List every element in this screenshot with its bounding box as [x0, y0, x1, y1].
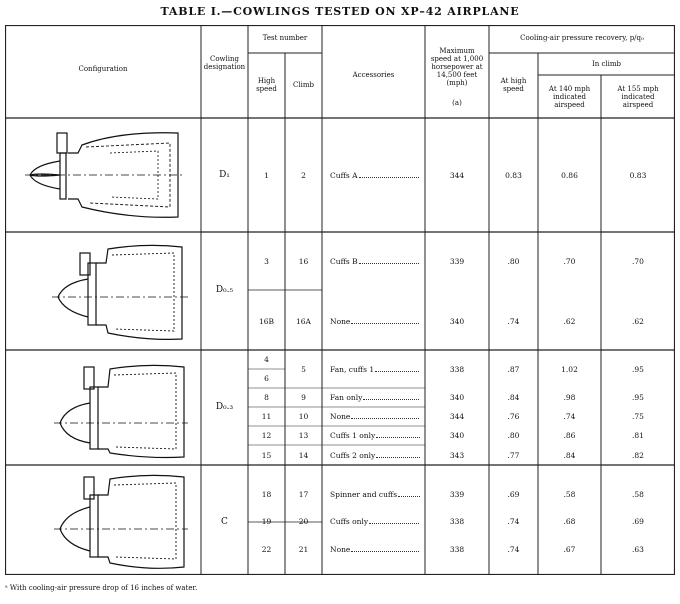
cell-accessories: None	[330, 545, 420, 554]
header-at-155: At 155 mph indicated airspeed	[617, 85, 659, 109]
cell-accessories: Spinner and cuffs	[330, 490, 420, 499]
cell-speed: 339	[449, 490, 465, 499]
cell-high: 12	[261, 431, 272, 440]
header-max-speed: Maximum speed at 1,000 horsepower at 14,500 feet (mph)	[430, 47, 484, 87]
header-in-climb: In climb	[591, 60, 621, 68]
cell-climb: 13	[298, 431, 309, 440]
cell-high: 1	[264, 171, 269, 180]
cell-climb: 17	[298, 490, 309, 499]
cell-climb: 21	[298, 545, 309, 554]
cell-hs: .74	[507, 317, 520, 326]
cell-speed: 338	[449, 545, 465, 554]
cell-c140: .74	[563, 412, 576, 421]
designation-d1: D₁	[219, 170, 230, 180]
cell-accessories: Cuffs 2 only	[330, 451, 420, 460]
cell-c155: .95	[632, 365, 644, 374]
cell-c140: .67	[563, 545, 576, 554]
cell-speed: 344	[449, 412, 465, 421]
cell-hs: .84	[507, 393, 520, 402]
cell-high-2: 6	[264, 374, 269, 383]
cell-speed: 340	[449, 393, 465, 402]
cell-c155: .62	[632, 317, 644, 326]
header-test-number: Test number	[262, 34, 308, 42]
cell-climb: 20	[298, 517, 309, 526]
cowling-c-sketch	[50, 471, 190, 575]
cell-high: 18	[261, 490, 272, 499]
cell-climb: 9	[301, 393, 306, 402]
cell-c140: .62	[563, 317, 576, 326]
cell-c155: .75	[632, 412, 644, 421]
cell-climb: 5	[301, 365, 306, 374]
cell-hs: .69	[507, 490, 520, 499]
header-at-140: At 140 mph indicated airspeed	[548, 85, 591, 109]
cell-speed: 338	[449, 365, 465, 374]
cell-hs: .74	[507, 517, 520, 526]
cowling-d05-sketch	[50, 239, 190, 343]
header-configuration: Configuration	[78, 65, 128, 73]
cell-high: 8	[264, 393, 269, 402]
cell-c155: .58	[632, 490, 644, 499]
cell-hs: .80	[507, 431, 520, 440]
cell-c140: .58	[563, 490, 576, 499]
cowlings-table	[5, 25, 675, 575]
cell-hs: .80	[507, 257, 520, 266]
cell-speed: 343	[449, 451, 465, 460]
header-recovery: Cooling-air pressure recovery, p/q₀	[520, 34, 644, 42]
designation-d03: D₀.₃	[215, 402, 234, 412]
cell-hs: 0.83	[505, 171, 522, 180]
cell-hs: .76	[507, 412, 520, 421]
cell-c140: .70	[563, 257, 576, 266]
cell-c140: .98	[563, 393, 576, 402]
cell-accessories: Fan only	[330, 393, 420, 402]
cell-accessories: Cuffs 1 only	[330, 431, 420, 440]
cell-accessories: None	[330, 412, 420, 421]
cell-climb: 16A	[296, 317, 311, 326]
cell-hs: .77	[507, 451, 520, 460]
cowling-d1-sketch	[20, 127, 190, 223]
cell-hs: .87	[507, 365, 520, 374]
cell-hs: .74	[507, 545, 520, 554]
cell-high: 15	[261, 451, 272, 460]
header-high-speed: High speed	[256, 77, 277, 93]
cell-high: 4	[264, 355, 269, 364]
table-title: TABLE I.—COWLINGS TESTED ON XP–42 AIRPLANE	[160, 5, 520, 18]
cell-accessories: Cuffs A	[330, 171, 420, 180]
cell-climb: 2	[301, 171, 306, 180]
cell-c155: .95	[632, 393, 644, 402]
header-designation: Cowling designation	[203, 55, 246, 71]
cell-speed: 338	[449, 517, 465, 526]
cell-c155: 0.83	[629, 171, 647, 180]
cell-c155: .82	[632, 451, 644, 460]
cell-high: 3	[264, 257, 269, 266]
cell-high: 19	[261, 517, 272, 526]
cell-c140: 1.02	[561, 365, 578, 374]
cell-accessories: Cuffs only	[330, 517, 420, 526]
cell-accessories: Cuffs B	[330, 257, 420, 266]
cell-speed: 344	[449, 171, 465, 180]
cell-climb: 10	[298, 412, 309, 421]
designation-d05: D₀.₅	[215, 285, 234, 295]
cell-c155: .81	[632, 431, 644, 440]
header-climb: Climb	[293, 81, 314, 89]
designation-c: C	[221, 517, 228, 527]
header-at-high-speed: At high speed	[500, 77, 527, 93]
cell-c155: .70	[632, 257, 644, 266]
cell-c155: .63	[632, 545, 644, 554]
cell-c155: .69	[632, 517, 644, 526]
cell-speed: 340	[449, 317, 465, 326]
cell-speed: 340	[449, 431, 465, 440]
cell-c140: 0.86	[561, 171, 578, 180]
header-accessories: Accessories	[352, 71, 395, 79]
footnote: ᵃ With cooling-air pressure drop of 16 inches of water.	[5, 584, 198, 592]
cell-accessories: Fan, cuffs 1	[330, 365, 420, 374]
cell-c140: .84	[563, 451, 576, 460]
cell-climb: 16	[298, 257, 309, 266]
cell-speed: 339	[449, 257, 465, 266]
cell-accessories: None	[330, 317, 420, 326]
cell-high: 11	[261, 412, 272, 421]
cowling-d03-sketch	[50, 357, 190, 461]
header-max-speed-note: (a)	[452, 99, 462, 107]
cell-climb: 14	[298, 451, 309, 460]
cell-c140: .68	[563, 517, 576, 526]
cell-c140: .86	[563, 431, 576, 440]
cell-high: 22	[261, 545, 272, 554]
cell-high: 16B	[258, 317, 275, 326]
